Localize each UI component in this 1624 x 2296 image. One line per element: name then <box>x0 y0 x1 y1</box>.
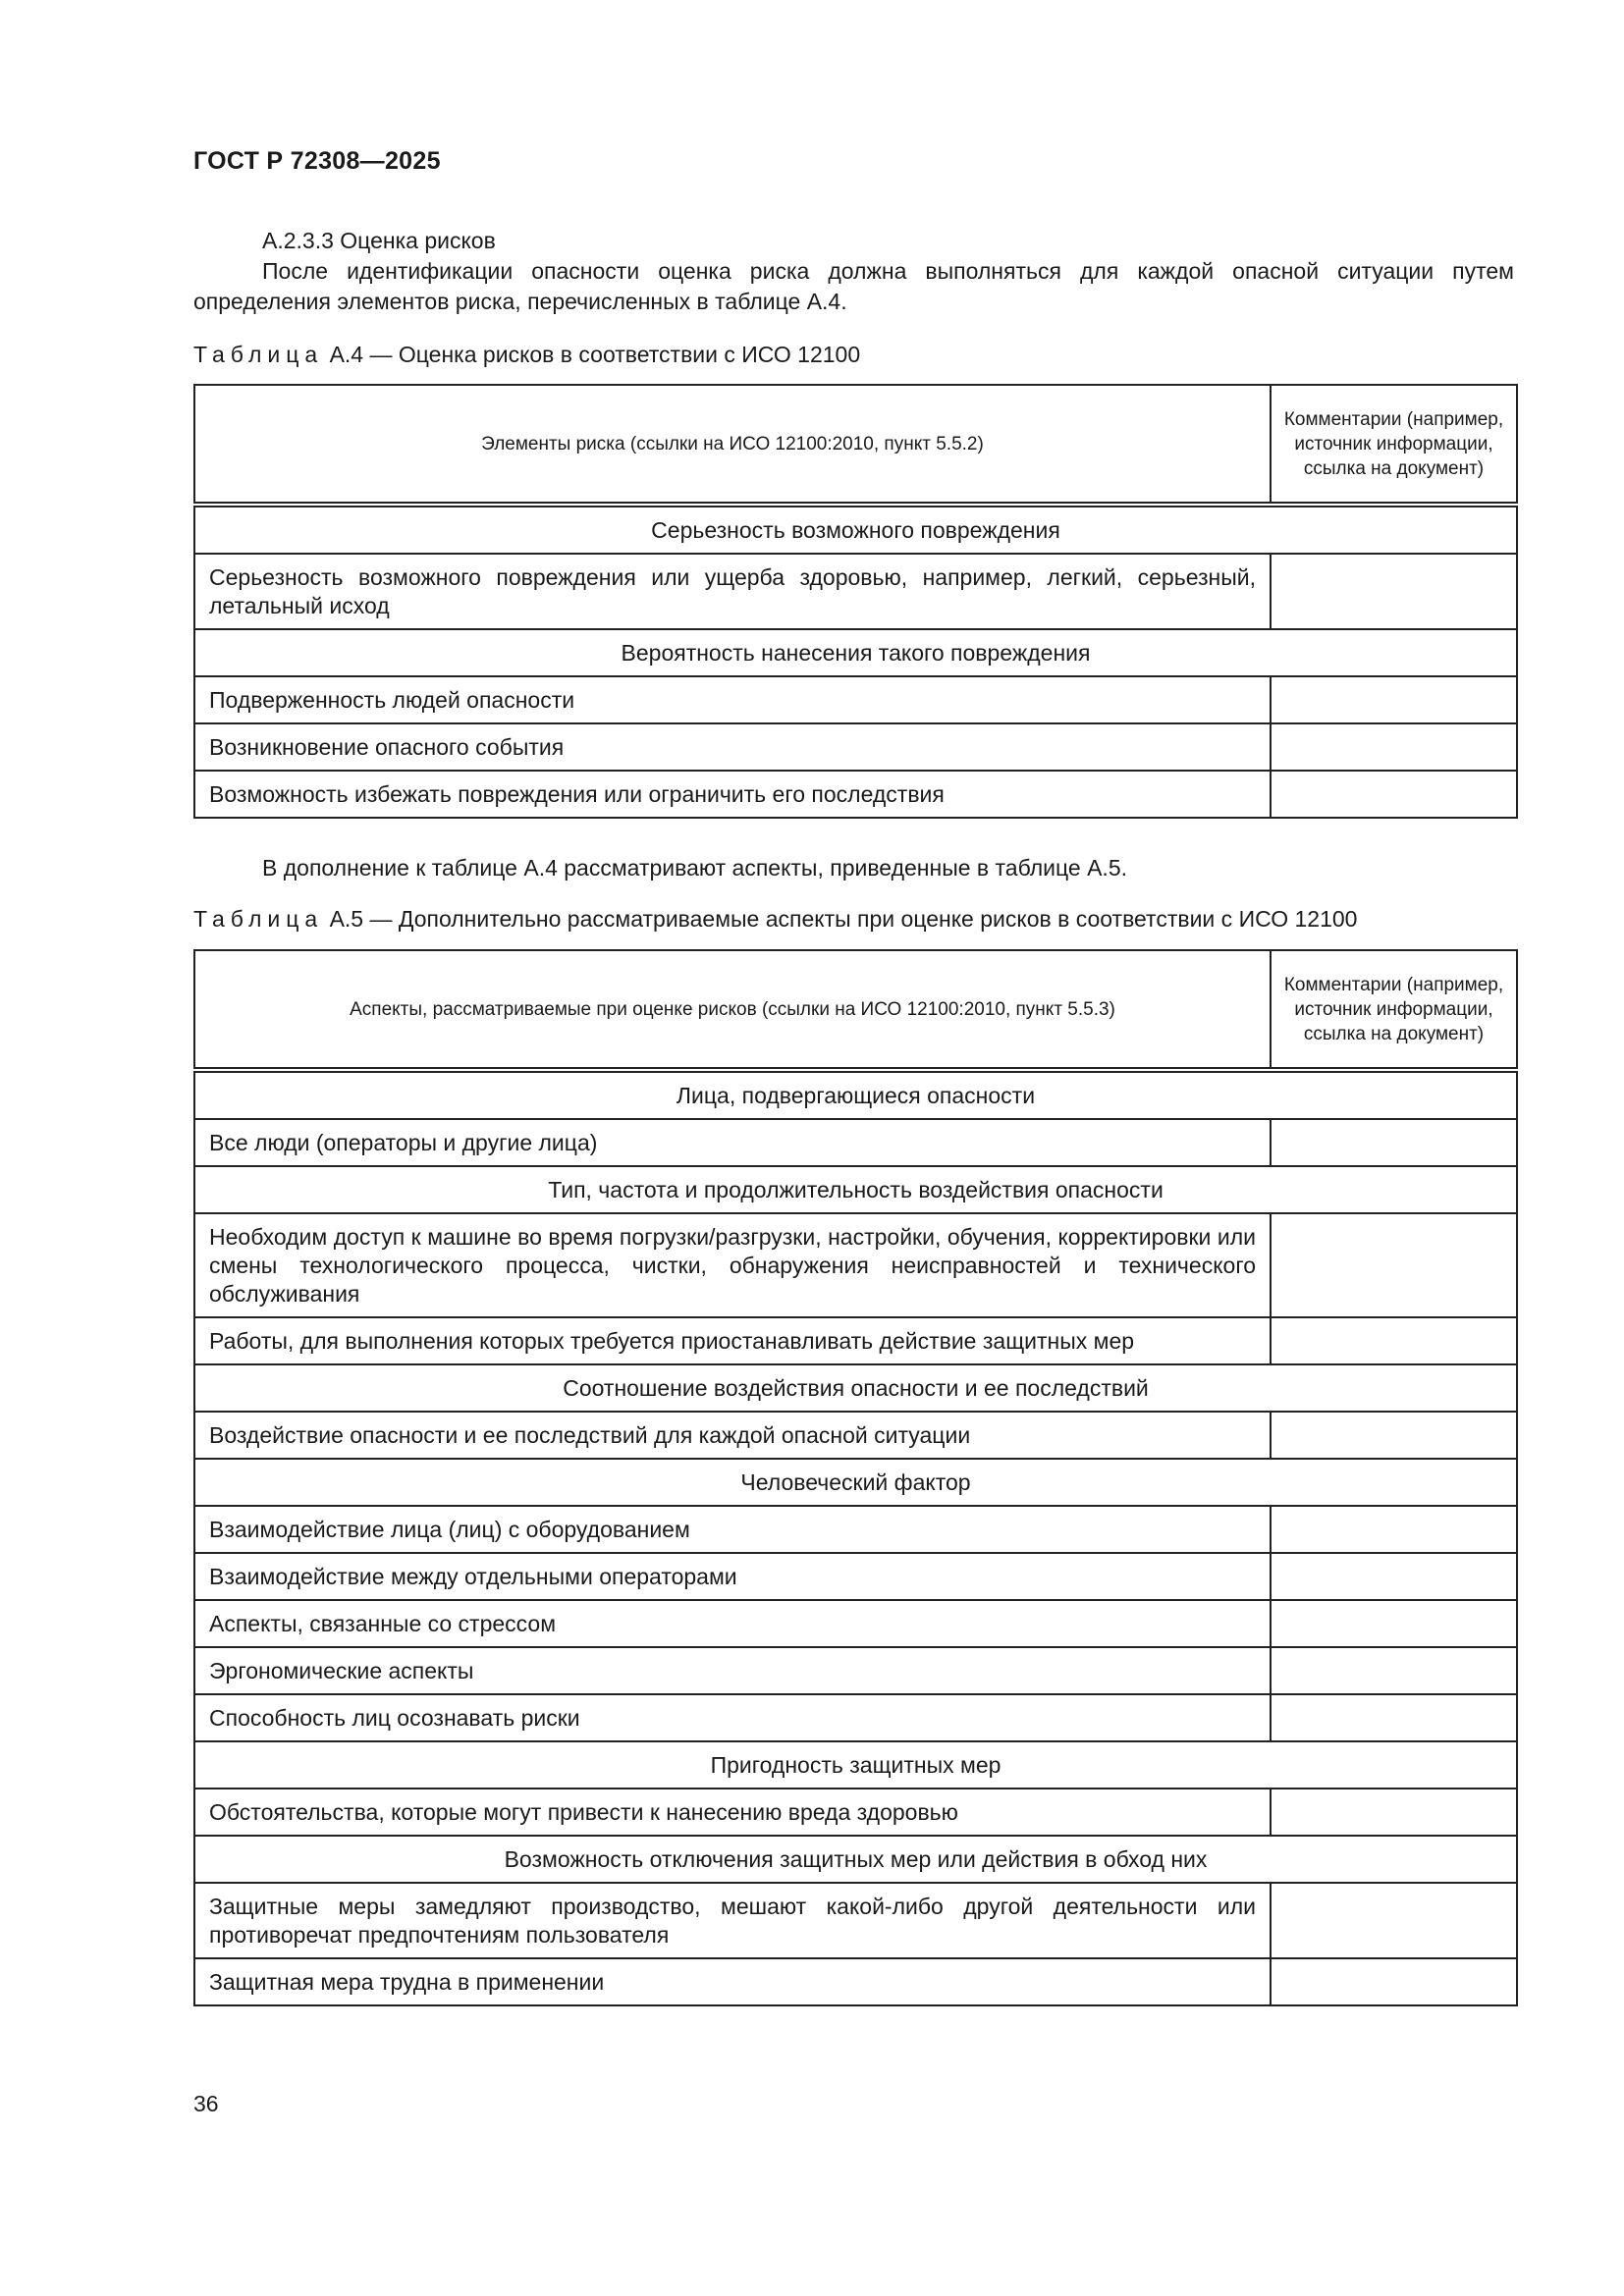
risk-element-cell: Подверженность людей опасности <box>194 676 1271 723</box>
table-group-row <box>194 505 1517 554</box>
column-header-aspects: Аспекты, рассматриваемые при оценке рисков (ссылки на ИСО 12100:2010, пункт 5.5.3) <box>194 950 1271 1070</box>
risk-element-cell: Серьезность возможного повреждения или ущерба здоровью, например, легкий, серьезный, летальный исход <box>194 554 1271 629</box>
group-title: Лица, подвергающиеся опасности <box>194 1070 1517 1119</box>
comment-cell <box>1271 1317 1517 1364</box>
table-row <box>194 1789 1517 1836</box>
aspect-cell: Взаимодействие лица (лиц) с оборудованием <box>194 1506 1271 1553</box>
comment-cell <box>1271 1553 1517 1600</box>
table-group-row <box>194 629 1517 676</box>
table-a4-caption <box>193 340 860 370</box>
comment-cell <box>1271 1958 1517 2005</box>
between-tables-paragraph: В дополнение к таблице А.4 рассматривают аспекты, приведенные в таблице А.5. <box>262 855 1128 881</box>
group-title: Пригодность защитных мер <box>194 1741 1517 1789</box>
comment-cell <box>1271 1883 1517 1958</box>
aspect-cell: Защитная мера трудна в применении <box>194 1958 1271 2005</box>
group-title: Возможность отключения защитных мер или действия в обход них <box>194 1836 1517 1883</box>
aspect-cell: Обстоятельства, которые могут привести к нанесению вреда здоровью <box>194 1789 1271 1836</box>
comment-cell <box>1271 1506 1517 1553</box>
table-row <box>194 1412 1517 1459</box>
comment-cell <box>1271 1789 1517 1836</box>
aspect-cell: Все люди (операторы и другие лица) <box>194 1119 1271 1166</box>
table-group-row <box>194 1364 1517 1412</box>
comment-cell <box>1271 771 1517 818</box>
comment-cell <box>1271 554 1517 629</box>
risk-element-cell: Возникновение опасного события <box>194 723 1271 771</box>
table-group-row <box>194 1836 1517 1883</box>
table-row <box>194 1317 1517 1364</box>
table-row <box>194 1694 1517 1741</box>
group-title: Вероятность нанесения такого повреждения <box>194 629 1517 676</box>
group-title: Человеческий фактор <box>194 1459 1517 1506</box>
aspect-cell: Взаимодействие между отдельными операторами <box>194 1553 1271 1600</box>
table-a4 <box>193 384 1518 819</box>
table-row <box>194 1119 1517 1166</box>
column-header-comments: Комментарии (например, источник информации, ссылка на документ) <box>1271 385 1517 505</box>
section-heading: А.2.3.3 Оценка рисков <box>262 228 496 253</box>
table-row <box>194 1506 1517 1553</box>
page-number: 36 <box>193 2091 219 2116</box>
comment-cell <box>1271 1647 1517 1694</box>
table-a5 <box>193 949 1518 2006</box>
table-a4-caption-label: Таблица <box>193 342 324 367</box>
comment-cell <box>1271 1412 1517 1459</box>
comment-cell <box>1271 723 1517 771</box>
table-row <box>194 1600 1517 1647</box>
comment-cell <box>1271 1119 1517 1166</box>
intro-paragraph: После идентификации опасности оценка риска должна выполняться для каждой опасной ситуации путем определения элементов риска, перечисленных в таблице А.4. <box>193 258 1514 314</box>
table-header-row <box>194 385 1517 505</box>
table-a4-caption-text: А.4 — Оценка рисков в соответствии с ИСО 12100 <box>323 342 861 367</box>
table-row <box>194 771 1517 818</box>
column-header-comments: Комментарии (например, источник информации, ссылка на документ) <box>1271 950 1517 1070</box>
table-row <box>194 1553 1517 1600</box>
table-header-row <box>194 950 1517 1070</box>
table-row <box>194 676 1517 723</box>
table-group-row <box>194 1741 1517 1789</box>
aspect-cell: Защитные меры замедляют производство, мешают какой-либо другой деятельности или противоречат предпочтениям пользователя <box>194 1883 1271 1958</box>
table-group-row <box>194 1070 1517 1119</box>
table-a5-caption-label: Таблица <box>193 906 324 932</box>
comment-cell <box>1271 676 1517 723</box>
table-row <box>194 1647 1517 1694</box>
group-title: Тип, частота и продолжительность воздействия опасности <box>194 1166 1517 1213</box>
group-title: Серьезность возможного повреждения <box>194 505 1517 554</box>
table-row <box>194 1213 1517 1317</box>
column-header-elements: Элементы риска (ссылки на ИСО 12100:2010, пункт 5.5.2) <box>194 385 1271 505</box>
table-row <box>194 1958 1517 2005</box>
table-a5-caption <box>193 904 1357 934</box>
table-group-row <box>194 1459 1517 1506</box>
table-row <box>194 554 1517 629</box>
table-a5-caption-text: А.5 — Дополнительно рассматриваемые аспекты при оценке рисков в соответствии с ИСО 12100 <box>323 906 1358 932</box>
comment-cell <box>1271 1213 1517 1317</box>
aspect-cell: Эргономические аспекты <box>194 1647 1271 1694</box>
table-row <box>194 723 1517 771</box>
comment-cell <box>1271 1694 1517 1741</box>
aspect-cell: Необходим доступ к машине во время погрузки/разгрузки, настройки, обучения, корректировки или смены технологического процесса, чистки, обнаружения неисправностей и технического обслуживания <box>194 1213 1271 1317</box>
table-row <box>194 1883 1517 1958</box>
comment-cell <box>1271 1600 1517 1647</box>
document-header: ГОСТ Р 72308—2025 <box>193 147 441 175</box>
risk-element-cell: Возможность избежать повреждения или ограничить его последствия <box>194 771 1271 818</box>
aspect-cell: Воздействие опасности и ее последствий для каждой опасной ситуации <box>194 1412 1271 1459</box>
group-title: Соотношение воздействия опасности и ее последствий <box>194 1364 1517 1412</box>
aspect-cell: Работы, для выполнения которых требуется приостанавливать действие защитных мер <box>194 1317 1271 1364</box>
table-group-row <box>194 1166 1517 1213</box>
aspect-cell: Аспекты, связанные со стрессом <box>194 1600 1271 1647</box>
aspect-cell: Способность лиц осознавать риски <box>194 1694 1271 1741</box>
